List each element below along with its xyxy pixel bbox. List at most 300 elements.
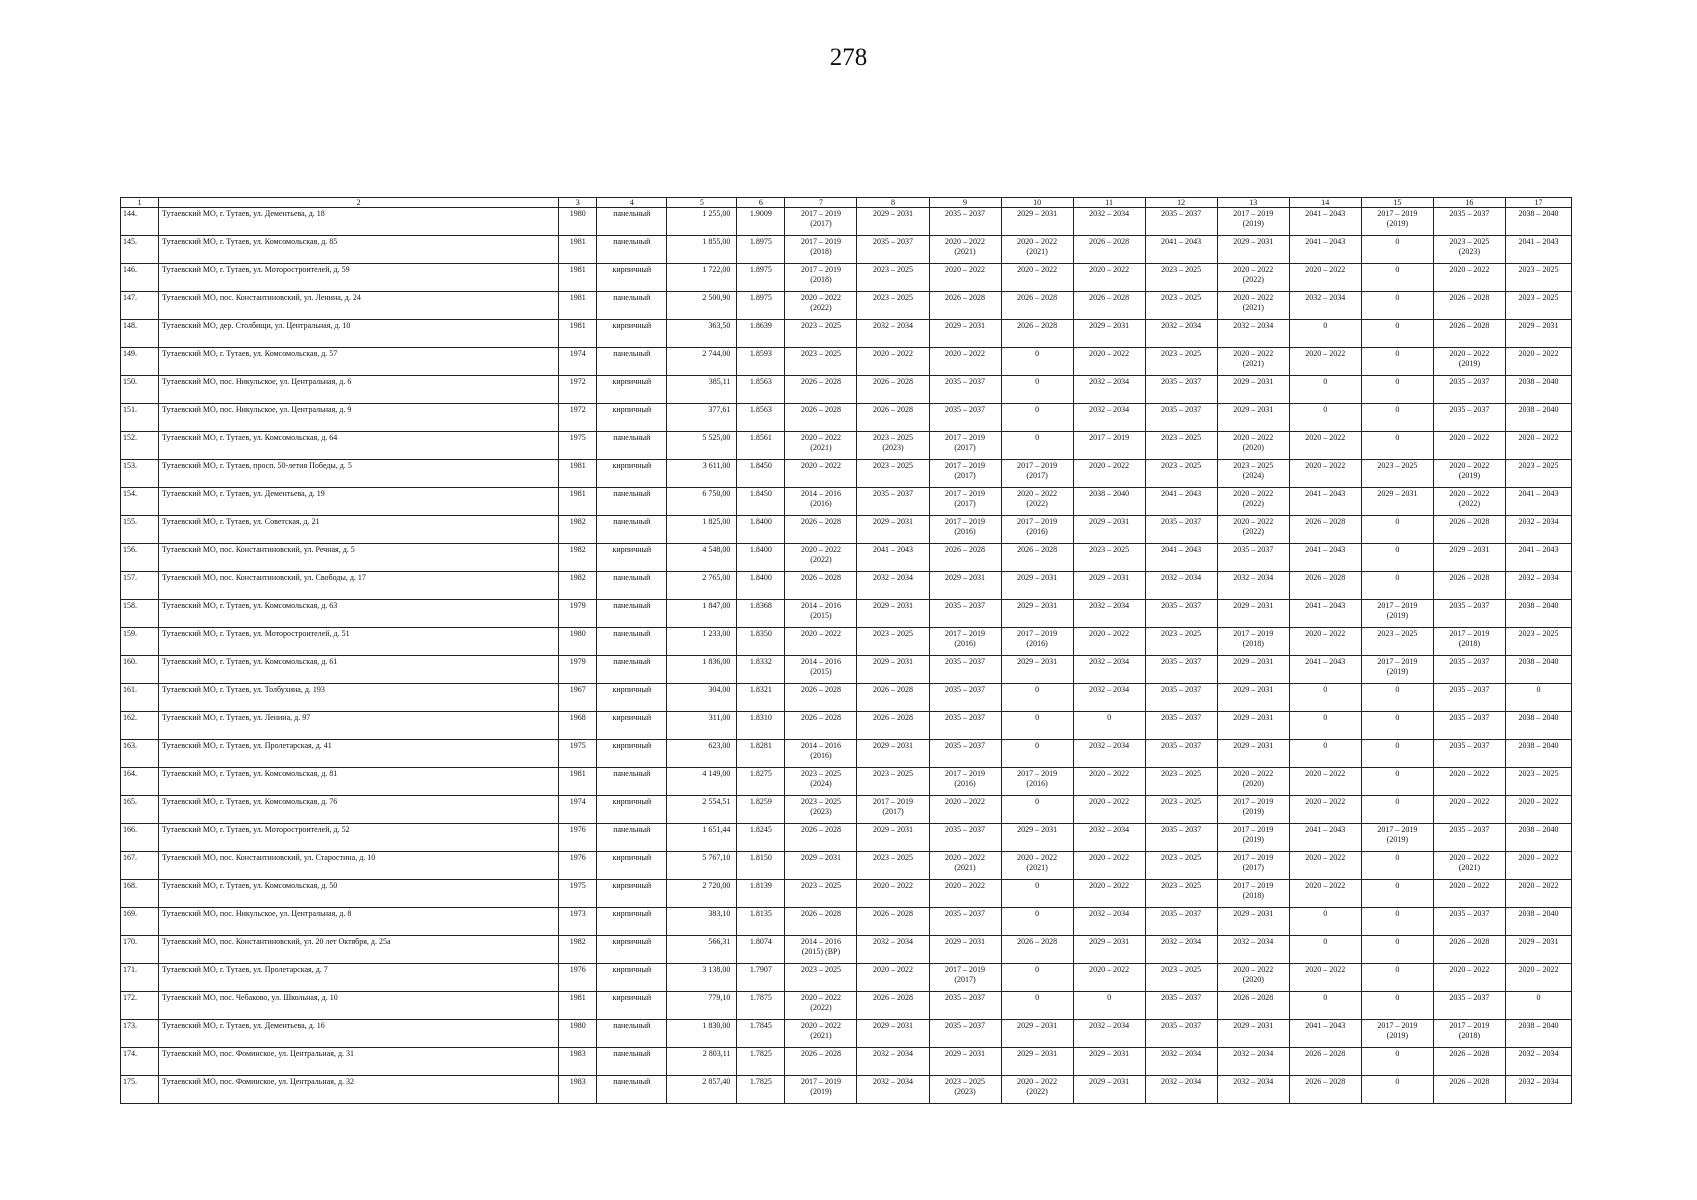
cell-text: 1981 bbox=[569, 265, 586, 274]
cell-text: 2017 – 2019 bbox=[945, 489, 986, 498]
table-cell-col-15 bbox=[1361, 1076, 1433, 1104]
cell-text: 2026 – 2028 bbox=[1017, 293, 1058, 302]
table-cell-col-12 bbox=[1145, 936, 1217, 964]
table-cell-col-16 bbox=[1433, 1020, 1505, 1048]
table-cell-col-1 bbox=[121, 432, 159, 460]
table-cell-col-6 bbox=[737, 376, 785, 404]
cell-text: 2038 – 2040 bbox=[1518, 909, 1559, 918]
table-cell-col-9 bbox=[929, 208, 1001, 236]
table-cell-col-11 bbox=[1073, 488, 1145, 516]
cell-text: 2026 – 2028 bbox=[800, 1049, 841, 1058]
table-cell-col-7 bbox=[785, 768, 857, 796]
cell-text: 2032 – 2034 bbox=[872, 937, 913, 946]
cell-text-secondary: (2024) bbox=[810, 779, 832, 788]
cell-text: панельный bbox=[613, 433, 651, 442]
cell-text: 2026 – 2028 bbox=[800, 825, 841, 834]
table-cell-col-12 bbox=[1145, 544, 1217, 572]
table-cell-col-9 bbox=[929, 1020, 1001, 1048]
cell-text-secondary: (2016) bbox=[954, 527, 976, 536]
cell-text: 2029 – 2031 bbox=[1089, 1049, 1130, 1058]
cell-text: 2017 – 2019 bbox=[1377, 209, 1418, 218]
table-row bbox=[121, 348, 1572, 376]
table-cell-col-6 bbox=[737, 600, 785, 628]
table-cell-col-12 bbox=[1145, 404, 1217, 432]
table-cell-col-5 bbox=[667, 656, 737, 684]
cell-text: кирпичный bbox=[612, 265, 652, 274]
cell-text: 0 bbox=[1395, 685, 1400, 694]
table-cell-col-12 bbox=[1145, 796, 1217, 824]
cell-text-secondary: (2021) bbox=[810, 1031, 832, 1040]
cell-text: 2020 – 2022 bbox=[1233, 433, 1274, 442]
table-cell-col-15 bbox=[1361, 544, 1433, 572]
table-cell-col-12 bbox=[1145, 992, 1217, 1020]
cell-text: 2023 – 2025 bbox=[1161, 965, 1202, 974]
cell-text: 2017 – 2019 bbox=[1017, 769, 1058, 778]
cell-text: 2023 – 2025 bbox=[1161, 881, 1202, 890]
cell-text: 2026 – 2028 bbox=[1233, 993, 1274, 1002]
table-cell-col-7 bbox=[785, 544, 857, 572]
cell-text: 2026 – 2028 bbox=[1305, 573, 1346, 582]
cell-text: 2041 – 2043 bbox=[1518, 545, 1559, 554]
table-cell-col-3 bbox=[559, 628, 597, 656]
cell-text: 2035 – 2037 bbox=[945, 713, 986, 722]
table-cell-col-15 bbox=[1361, 376, 1433, 404]
table-cell-col-5 bbox=[667, 768, 737, 796]
table-cell-col-1 bbox=[121, 544, 159, 572]
table-cell-col-5 bbox=[667, 1076, 737, 1104]
column-header: 3 bbox=[559, 198, 597, 208]
cell-text: 166. bbox=[123, 825, 137, 834]
table-cell-col-9 bbox=[929, 964, 1001, 992]
table-cell-col-13 bbox=[1217, 1048, 1289, 1076]
table-cell-col-11 bbox=[1073, 880, 1145, 908]
cell-text: 2 744,00 bbox=[702, 349, 731, 358]
cell-text: 2032 – 2034 bbox=[1161, 1077, 1202, 1086]
cell-text: 2023 – 2025 bbox=[1161, 797, 1202, 806]
cell-text: 1 825,00 bbox=[702, 517, 731, 526]
cell-text: 1.8400 bbox=[749, 573, 772, 582]
cell-text: кирпичный bbox=[612, 965, 652, 974]
table-cell-col-13 bbox=[1217, 740, 1289, 768]
table-cell-col-14 bbox=[1289, 824, 1361, 852]
table-cell-col-10 bbox=[1001, 992, 1073, 1020]
table-cell-col-10 bbox=[1001, 628, 1073, 656]
cell-text: кирпичный bbox=[612, 909, 652, 918]
table-cell-col-9 bbox=[929, 1048, 1001, 1076]
cell-text: 2020 – 2022 bbox=[1449, 881, 1490, 890]
cell-text: панельный bbox=[613, 601, 651, 610]
table-cell-col-13 bbox=[1217, 348, 1289, 376]
cell-text: 2020 – 2022 bbox=[800, 993, 841, 1002]
table-cell-col-7 bbox=[785, 292, 857, 320]
cell-text: 2017 – 2019 bbox=[1233, 825, 1274, 834]
table-cell-col-5 bbox=[667, 1020, 737, 1048]
cell-text: 2029 – 2031 bbox=[945, 1049, 986, 1058]
table-cell-col-8 bbox=[857, 572, 929, 600]
cell-text: 383,10 bbox=[708, 909, 731, 918]
table-cell-col-3 bbox=[559, 824, 597, 852]
cell-text: 172. bbox=[123, 993, 137, 1002]
table-cell-col-16 bbox=[1433, 376, 1505, 404]
table-cell-col-11 bbox=[1073, 320, 1145, 348]
cell-text: 2035 – 2037 bbox=[1161, 405, 1202, 414]
cell-text: 154. bbox=[123, 489, 137, 498]
cell-text: 2029 – 2031 bbox=[945, 937, 986, 946]
table-cell-col-12 bbox=[1145, 964, 1217, 992]
table-cell-col-7 bbox=[785, 404, 857, 432]
table-cell-col-16 bbox=[1433, 516, 1505, 544]
cell-text: 2029 – 2031 bbox=[1233, 713, 1274, 722]
cell-text: 2035 – 2037 bbox=[945, 377, 986, 386]
table-cell-col-2 bbox=[159, 292, 559, 320]
table-cell-col-6 bbox=[737, 1020, 785, 1048]
cell-text: 2035 – 2037 bbox=[1161, 909, 1202, 918]
table-cell-col-2 bbox=[159, 712, 559, 740]
table-cell-col-6 bbox=[737, 320, 785, 348]
table-cell-col-14 bbox=[1289, 1076, 1361, 1104]
table-cell-col-14 bbox=[1289, 600, 1361, 628]
cell-text: 2035 – 2037 bbox=[945, 209, 986, 218]
table-cell-col-2 bbox=[159, 908, 559, 936]
table-cell-col-17 bbox=[1505, 1020, 1571, 1048]
table-cell-col-3 bbox=[559, 712, 597, 740]
cell-text: 2020 – 2022 bbox=[1305, 265, 1346, 274]
cell-text: 2023 – 2025 bbox=[1089, 545, 1130, 554]
table-cell-col-15 bbox=[1361, 852, 1433, 880]
table-cell-col-3 bbox=[559, 544, 597, 572]
table-cell-col-4 bbox=[597, 852, 667, 880]
cell-text: 1.8975 bbox=[749, 237, 772, 246]
table-cell-col-14 bbox=[1289, 516, 1361, 544]
cell-text: 2029 – 2031 bbox=[872, 601, 913, 610]
table-cell-col-8 bbox=[857, 488, 929, 516]
table-cell-col-14 bbox=[1289, 768, 1361, 796]
table-cell-col-6 bbox=[737, 824, 785, 852]
cell-text: 2020 – 2022 bbox=[1089, 797, 1130, 806]
cell-text-secondary: (2020) bbox=[1242, 975, 1264, 984]
cell-text-secondary: (2016) bbox=[1026, 527, 1048, 536]
table-cell-col-2 bbox=[159, 880, 559, 908]
table-cell-col-6 bbox=[737, 740, 785, 768]
table-cell-col-11 bbox=[1073, 908, 1145, 936]
cell-text: 2020 – 2022 bbox=[945, 265, 986, 274]
cell-text: 1.8135 bbox=[749, 909, 772, 918]
table-cell-col-8 bbox=[857, 796, 929, 824]
table-cell-col-14 bbox=[1289, 348, 1361, 376]
cell-text-secondary: (2023) bbox=[810, 807, 832, 816]
cell-text: 2017 – 2019 bbox=[945, 629, 986, 638]
cell-text: 2020 – 2022 bbox=[1305, 797, 1346, 806]
table-cell-col-7 bbox=[785, 460, 857, 488]
column-header: 6 bbox=[737, 198, 785, 208]
table-cell-col-7 bbox=[785, 264, 857, 292]
cell-text: 1.8450 bbox=[749, 461, 772, 470]
table-cell-col-4 bbox=[597, 572, 667, 600]
cell-text: кирпичный bbox=[612, 741, 652, 750]
cell-text: 2029 – 2031 bbox=[872, 657, 913, 666]
table-cell-col-7 bbox=[785, 684, 857, 712]
cell-text: 2026 – 2028 bbox=[800, 573, 841, 582]
table-cell-col-14 bbox=[1289, 740, 1361, 768]
cell-text: 0 bbox=[1395, 797, 1400, 806]
table-cell-col-1 bbox=[121, 768, 159, 796]
cell-text: 1980 bbox=[569, 629, 586, 638]
cell-text-secondary: (2019) bbox=[1386, 219, 1408, 228]
table-cell-col-8 bbox=[857, 992, 929, 1020]
cell-text: 0 bbox=[1395, 321, 1400, 330]
table-cell-col-3 bbox=[559, 684, 597, 712]
cell-text: 2020 – 2022 bbox=[1233, 769, 1274, 778]
table-cell-col-12 bbox=[1145, 208, 1217, 236]
table-cell-col-11 bbox=[1073, 572, 1145, 600]
cell-text: 2032 – 2034 bbox=[872, 573, 913, 582]
cell-text: 2020 – 2022 bbox=[872, 881, 913, 890]
cell-text: кирпичный bbox=[612, 461, 652, 470]
cell-text: 171. bbox=[123, 965, 137, 974]
table-cell-col-1 bbox=[121, 852, 159, 880]
cell-text: 2 803,11 bbox=[702, 1049, 731, 1058]
cell-text: 2020 – 2022 bbox=[945, 349, 986, 358]
table-cell-col-12 bbox=[1145, 516, 1217, 544]
cell-text: 0 bbox=[1035, 909, 1040, 918]
cell-text: 2023 – 2025 bbox=[945, 1077, 986, 1086]
cell-text: 2023 – 2025 bbox=[1377, 629, 1418, 638]
cell-text: 2035 – 2037 bbox=[1161, 741, 1202, 750]
table-cell-col-2 bbox=[159, 964, 559, 992]
table-cell-col-4 bbox=[597, 488, 667, 516]
table-cell-col-12 bbox=[1145, 684, 1217, 712]
cell-text: 167. bbox=[123, 853, 137, 862]
cell-text-secondary: (2016) bbox=[810, 499, 832, 508]
cell-text: 1974 bbox=[569, 797, 586, 806]
table-cell-col-1 bbox=[121, 488, 159, 516]
cell-text: 2035 – 2037 bbox=[1161, 685, 1202, 694]
cell-text: 2041 – 2043 bbox=[1518, 489, 1559, 498]
cell-text: 0 bbox=[1035, 965, 1040, 974]
cell-text: 0 bbox=[1395, 881, 1400, 890]
table-cell-col-7 bbox=[785, 348, 857, 376]
cell-text: 2020 – 2022 bbox=[945, 237, 986, 246]
cell-text-secondary: (2019) bbox=[1242, 219, 1264, 228]
cell-text: 2020 – 2022 bbox=[1518, 433, 1559, 442]
table-cell-col-10 bbox=[1001, 264, 1073, 292]
cell-text: 1982 bbox=[569, 937, 586, 946]
cell-text: 2020 – 2022 bbox=[1449, 349, 1490, 358]
table-cell-col-13 bbox=[1217, 908, 1289, 936]
cell-text: 157. bbox=[123, 573, 137, 582]
table-row bbox=[121, 1076, 1572, 1104]
cell-text: Тутаевский МО, г. Тутаев, ул. Пролетарская, д. 7 bbox=[162, 965, 328, 974]
cell-text: 169. bbox=[123, 909, 137, 918]
cell-text: Тутаевский МО, г. Тутаев, ул. Дементьева, д. 19 bbox=[162, 489, 325, 498]
table-cell-col-2 bbox=[159, 208, 559, 236]
table-cell-col-15 bbox=[1361, 712, 1433, 740]
cell-text: 2029 – 2031 bbox=[1089, 573, 1130, 582]
table-cell-col-13 bbox=[1217, 236, 1289, 264]
cell-text: 159. bbox=[123, 629, 137, 638]
cell-text: 1982 bbox=[569, 573, 586, 582]
table-cell-col-6 bbox=[737, 768, 785, 796]
table-cell-col-5 bbox=[667, 824, 737, 852]
table-row bbox=[121, 740, 1572, 768]
cell-text: 0 bbox=[1035, 881, 1040, 890]
cell-text: 2032 – 2034 bbox=[1518, 517, 1559, 526]
table-cell-col-8 bbox=[857, 824, 929, 852]
table-cell-col-3 bbox=[559, 964, 597, 992]
cell-text: 2038 – 2040 bbox=[1518, 601, 1559, 610]
table-cell-col-16 bbox=[1433, 768, 1505, 796]
cell-text: 0 bbox=[1395, 573, 1400, 582]
table-cell-col-7 bbox=[785, 628, 857, 656]
table-cell-col-10 bbox=[1001, 768, 1073, 796]
cell-text: 2020 – 2022 bbox=[1305, 853, 1346, 862]
table-cell-col-10 bbox=[1001, 404, 1073, 432]
cell-text: 1981 bbox=[569, 769, 586, 778]
table-cell-col-17 bbox=[1505, 852, 1571, 880]
table-cell-col-14 bbox=[1289, 236, 1361, 264]
cell-text: 2020 – 2022 bbox=[1233, 965, 1274, 974]
table-cell-col-5 bbox=[667, 544, 737, 572]
cell-text-secondary: (2019) bbox=[810, 1087, 832, 1096]
cell-text: 2023 – 2025 bbox=[1161, 461, 1202, 470]
cell-text-secondary: (2015) (ВР) bbox=[801, 947, 841, 956]
table-cell-col-16 bbox=[1433, 1048, 1505, 1076]
cell-text: 2026 – 2028 bbox=[1449, 937, 1490, 946]
cell-text: 2023 – 2025 bbox=[800, 349, 841, 358]
cell-text-secondary: (2020) bbox=[1242, 443, 1264, 452]
cell-text: 2020 – 2022 bbox=[800, 629, 841, 638]
cell-text: 1 233,00 bbox=[702, 629, 731, 638]
table-cell-col-5 bbox=[667, 628, 737, 656]
cell-text: 0 bbox=[1395, 293, 1400, 302]
table-cell-col-13 bbox=[1217, 208, 1289, 236]
cell-text: 2026 – 2028 bbox=[1017, 321, 1058, 330]
table-cell-col-5 bbox=[667, 236, 737, 264]
table-cell-col-8 bbox=[857, 1048, 929, 1076]
table-cell-col-15 bbox=[1361, 628, 1433, 656]
cell-text: 2029 – 2031 bbox=[1017, 657, 1058, 666]
table-row bbox=[121, 712, 1572, 740]
table-cell-col-4 bbox=[597, 824, 667, 852]
table-row bbox=[121, 264, 1572, 292]
table-cell-col-9 bbox=[929, 488, 1001, 516]
table-cell-col-2 bbox=[159, 936, 559, 964]
cell-text-secondary: (2017) bbox=[1242, 863, 1264, 872]
cell-text: Тутаевский МО, г. Тутаев, ул. Моторостроителей, д. 59 bbox=[162, 265, 350, 274]
cell-text: кирпичный bbox=[612, 797, 652, 806]
cell-text: 1.8368 bbox=[749, 601, 772, 610]
table-cell-col-11 bbox=[1073, 376, 1145, 404]
table-cell-col-10 bbox=[1001, 880, 1073, 908]
cell-text: 144. bbox=[123, 209, 137, 218]
table-cell-col-16 bbox=[1433, 656, 1505, 684]
table-cell-col-1 bbox=[121, 796, 159, 824]
repair-schedule-table bbox=[120, 197, 1572, 1104]
cell-text: Тутаевский МО, пос. Никульское, ул. Центральная, д. 8 bbox=[162, 909, 352, 918]
table-cell-col-13 bbox=[1217, 936, 1289, 964]
cell-text: Тутаевский МО, г. Тутаев, ул. Моторостроителей, д. 51 bbox=[162, 629, 350, 638]
cell-text: 165. bbox=[123, 797, 137, 806]
table-cell-col-7 bbox=[785, 964, 857, 992]
cell-text: 2 857,40 bbox=[702, 1077, 731, 1086]
table-cell-col-11 bbox=[1073, 628, 1145, 656]
table-cell-col-10 bbox=[1001, 712, 1073, 740]
cell-text: 2017 – 2019 bbox=[945, 433, 986, 442]
cell-text-secondary: (2022) bbox=[1242, 275, 1264, 284]
table-cell-col-15 bbox=[1361, 936, 1433, 964]
table-cell-col-11 bbox=[1073, 740, 1145, 768]
table-cell-col-14 bbox=[1289, 544, 1361, 572]
column-header: 8 bbox=[857, 198, 929, 208]
table-cell-col-2 bbox=[159, 852, 559, 880]
table-cell-col-17 bbox=[1505, 516, 1571, 544]
cell-text: 146. bbox=[123, 265, 137, 274]
table-cell-col-4 bbox=[597, 292, 667, 320]
cell-text-secondary: (2016) bbox=[810, 751, 832, 760]
table-cell-col-4 bbox=[597, 768, 667, 796]
cell-text: 0 bbox=[1035, 405, 1040, 414]
cell-text: кирпичный bbox=[612, 937, 652, 946]
table-cell-col-11 bbox=[1073, 964, 1145, 992]
table-cell-col-3 bbox=[559, 908, 597, 936]
cell-text: 2017 – 2019 bbox=[1017, 461, 1058, 470]
table-cell-col-5 bbox=[667, 740, 737, 768]
table-cell-col-9 bbox=[929, 768, 1001, 796]
table-cell-col-3 bbox=[559, 320, 597, 348]
table-cell-col-15 bbox=[1361, 404, 1433, 432]
cell-text: 1.8563 bbox=[749, 377, 772, 386]
table-cell-col-5 bbox=[667, 376, 737, 404]
table-cell-col-9 bbox=[929, 852, 1001, 880]
cell-text: 152. bbox=[123, 433, 137, 442]
table-cell-col-3 bbox=[559, 572, 597, 600]
cell-text: 2020 – 2022 bbox=[1518, 965, 1559, 974]
cell-text: 2017 – 2019 bbox=[1233, 629, 1274, 638]
cell-text: 2023 – 2025 bbox=[800, 797, 841, 806]
table-cell-col-4 bbox=[597, 1020, 667, 1048]
cell-text: Тутаевский МО, г. Тутаев, ул. Комсомольская, д. 50 bbox=[162, 881, 338, 890]
cell-text: 1 836,00 bbox=[702, 657, 731, 666]
table-row bbox=[121, 544, 1572, 572]
cell-text: 2038 – 2040 bbox=[1518, 405, 1559, 414]
cell-text: 2026 – 2028 bbox=[800, 377, 841, 386]
table-cell-col-9 bbox=[929, 460, 1001, 488]
table-cell-col-6 bbox=[737, 208, 785, 236]
cell-text: 1.9009 bbox=[749, 209, 772, 218]
cell-text-secondary: (2022) bbox=[810, 1003, 832, 1012]
table-cell-col-3 bbox=[559, 264, 597, 292]
cell-text-secondary: (2018) bbox=[810, 247, 832, 256]
table-cell-col-11 bbox=[1073, 1020, 1145, 1048]
table-cell-col-16 bbox=[1433, 572, 1505, 600]
cell-text: 2032 – 2034 bbox=[1089, 377, 1130, 386]
table-cell-col-7 bbox=[785, 376, 857, 404]
cell-text: 2035 – 2037 bbox=[1233, 545, 1274, 554]
table-cell-col-4 bbox=[597, 404, 667, 432]
table-cell-col-3 bbox=[559, 460, 597, 488]
cell-text: 2035 – 2037 bbox=[1449, 713, 1490, 722]
cell-text: 2026 – 2028 bbox=[1305, 517, 1346, 526]
table-row bbox=[121, 768, 1572, 796]
cell-text: 2035 – 2037 bbox=[1161, 1021, 1202, 1030]
table-cell-col-11 bbox=[1073, 348, 1145, 376]
table-cell-col-3 bbox=[559, 880, 597, 908]
table-cell-col-6 bbox=[737, 628, 785, 656]
table-cell-col-13 bbox=[1217, 264, 1289, 292]
table-cell-col-9 bbox=[929, 824, 1001, 852]
cell-text: 2032 – 2034 bbox=[1233, 937, 1274, 946]
table-cell-col-6 bbox=[737, 712, 785, 740]
